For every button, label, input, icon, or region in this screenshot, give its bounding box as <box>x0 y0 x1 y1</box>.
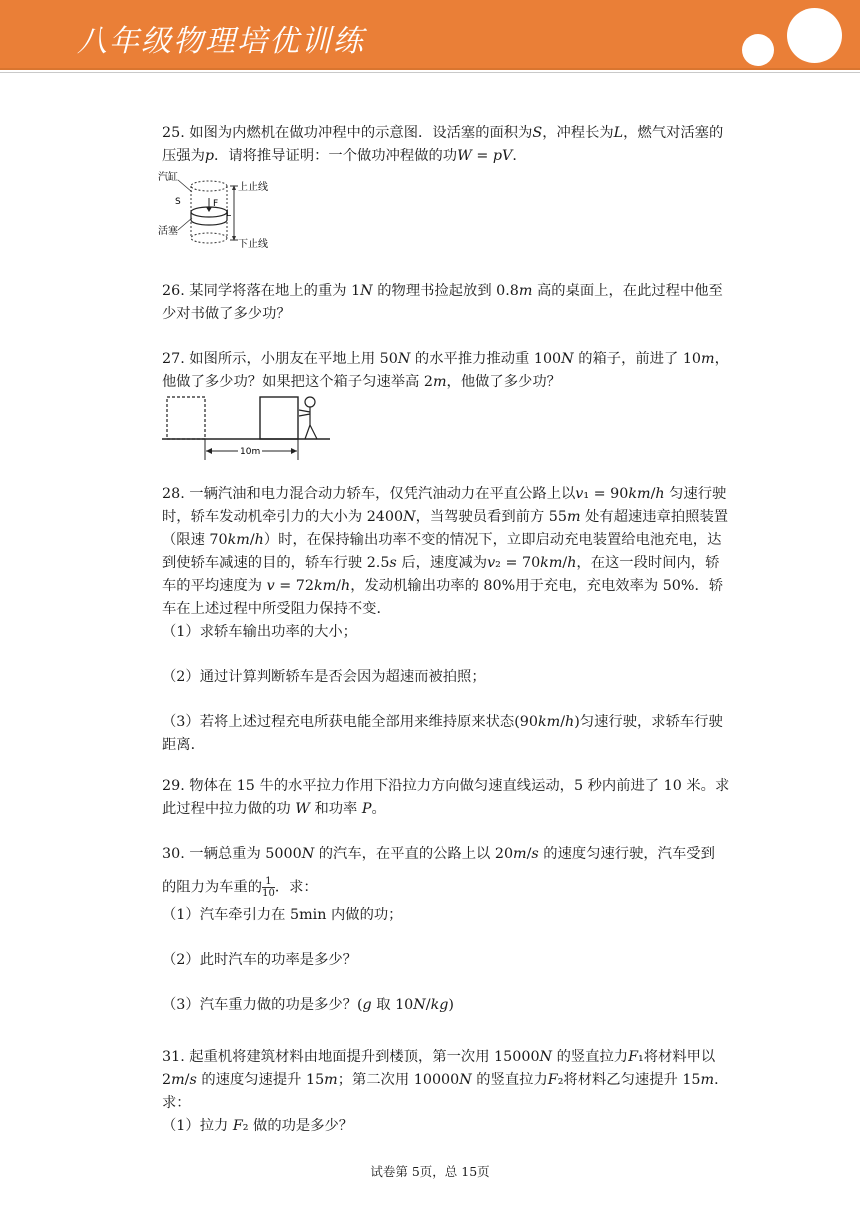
fraction-one-tenth: $\frac{1}{10}$ <box>262 876 275 899</box>
engine-label-f: F <box>213 199 219 209</box>
question-25-text: 25. 如图为内燃机在做功冲程中的示意图．设活塞的面积为𝑆，冲程长为𝐿，燃气对活塞的压强为𝑝．请将推导证明：一个做功冲程做的功𝑊 = 𝑝𝑉． <box>162 125 724 164</box>
question-29-text: 29. 物体在 15 牛的水平拉力作用下沿拉力方向做匀速直线运动，5 秒内前进了 10 米。求此过程中拉力做的功 𝑊 和功率 𝑃。 <box>162 778 730 817</box>
question-31 <box>162 1046 732 1138</box>
question-27 <box>162 348 732 394</box>
engine-label-bottom-dead-center: 下止线 <box>238 239 268 250</box>
question-29 <box>162 775 732 821</box>
question-30-part-2: （2）此时汽车的功率是多少？ <box>162 951 357 968</box>
question-30-part-3: （3）汽车重力做的功是多少？(𝑔 取 10𝑁/𝑘𝑔) <box>162 996 454 1013</box>
decor-circle-large <box>787 8 842 63</box>
question-30-line-2: 的阻力为车重的 <box>162 879 263 896</box>
question-30 <box>162 843 732 1017</box>
question-28 <box>162 483 732 757</box>
engine-label-l: L <box>226 209 232 219</box>
engine-label-piston: 活塞 <box>158 226 178 237</box>
question-30-part-1: （1）汽车牵引力在 5min 内做的功； <box>162 906 403 923</box>
engine-label-s: S <box>175 197 181 207</box>
question-30-line-2-end: ．求： <box>274 879 318 896</box>
question-31-text: 31. 起重机将建筑材料由地面提升到楼顶，第一次用 15000𝑁 的竖直拉力𝐹₁将材料甲以 2𝑚/𝑠 的速度匀速提升 15𝑚；第二次用 10000𝑁 的竖直拉力𝐹₂将材料乙匀速提升 15𝑚．求： <box>162 1049 729 1111</box>
question-28-part-1: （1）求轿车输出功率的大小； <box>162 624 357 640</box>
question-26 <box>162 280 732 326</box>
question-31-part-1: （1）拉力 𝐹₂ 做的功是多少？ <box>162 1118 354 1134</box>
page-footer: 试卷第 5页，总 15页 <box>370 1164 490 1179</box>
question-28-part-3: （3）若将上述过程充电所获电能全部用来维持原来状态(90𝑘𝑚/ℎ)匀速行驶，求轿车行驶距离． <box>162 714 723 753</box>
box-push-figure <box>160 392 335 462</box>
question-27-text: 27. 如图所示，小朋友在平地上用 50𝑁 的水平推力推动重 100𝑁 的箱子，前进了 10𝑚，他做了多少功？如果把这个箱子匀速举高 2𝑚，他做了多少功？ <box>162 351 729 390</box>
question-28-text: 28. 一辆汽油和电力混合动力轿车，仅凭汽油动力在平直公路上以𝑣₁ = 90𝑘𝑚/ℎ 匀速行驶时，轿车发动机牵引力的大小为 2400𝑁，当驾驶员看到前方 55𝑚 处有超速违章拍照装置（限速 70𝑘𝑚/ℎ）时，在保持输出功率不变的情况下，立即启动充电装置给电池充电，达到使轿车减速的目的，轿车行驶 2.5𝑠 后，速度减为𝑣₂ = 70𝑘𝑚/ℎ，在这一段时间内，轿车的平均速度为 𝑣 = 72𝑘𝑚/ℎ，发动机输出功率的 80%用于充电，充电效率为 50%．轿车在上述过程中所受阻力保持不变． <box>162 486 729 617</box>
question-28-part-2: （2）通过计算判断轿车是否会因为超速而被拍照； <box>162 669 486 685</box>
question-26-text: 26. 某同学将落在地上的重为 1𝑁 的物理书捡起放到 0.8𝑚 高的桌面上，在此过程中他至少对书做了多少功？ <box>162 283 723 322</box>
engine-label-cylinder: 汽缸 <box>158 172 178 183</box>
box-push-distance-label: 10m <box>240 447 261 457</box>
engine-label-top-dead-center: 上止线 <box>238 182 268 193</box>
header-title: 八年级物理培优训练 <box>77 24 365 59</box>
question-25 <box>162 122 732 168</box>
question-30-line-1: 30. 一辆总重为 5000𝑁 的汽车，在平直的公路上以 20𝑚/𝑠 的速度匀速行驶，汽车受到 <box>162 846 715 862</box>
decor-circle-small <box>742 34 774 66</box>
header-rule <box>0 68 860 70</box>
header-rule-thin <box>0 72 860 73</box>
engine-figure <box>158 168 278 254</box>
